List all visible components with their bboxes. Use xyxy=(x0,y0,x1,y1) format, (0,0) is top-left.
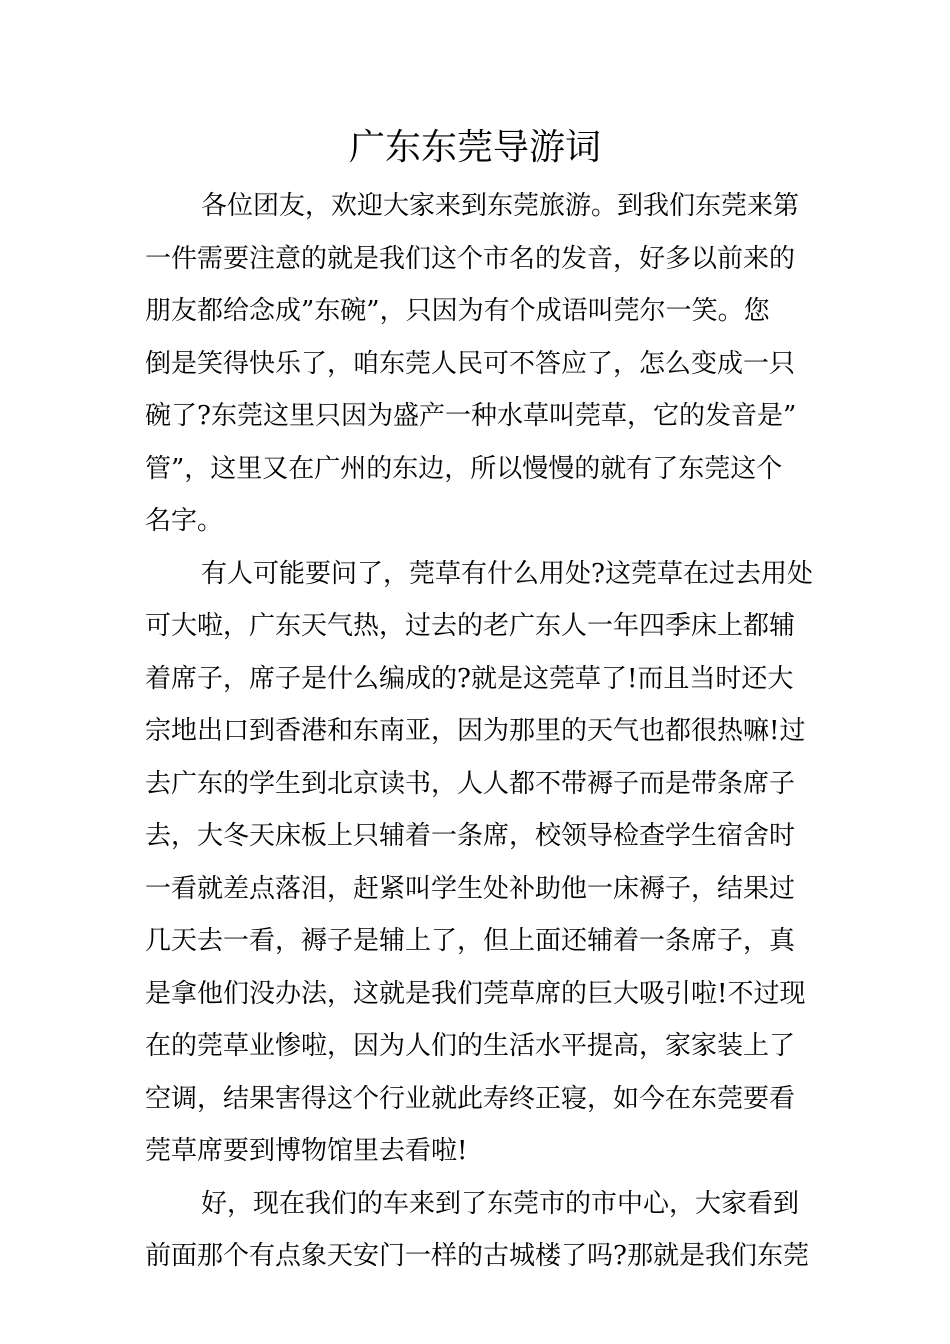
paragraph-line: 好，现在我们的车来到了东莞市的市中心，大家看到 xyxy=(201,1188,800,1219)
paragraph-1 xyxy=(145,180,810,548)
paragraph-line: 莞草席要到博物馆里去看啦! xyxy=(145,1136,468,1166)
paragraph-line: 几天去一看，褥子是辅上了，但上面还辅着一条席子，真 xyxy=(145,926,796,956)
paragraph-line: 各位团友，欢迎大家来到东莞旅游。到我们东莞来第 xyxy=(201,191,800,221)
paragraph-line: 一件需要注意的就是我们这个市名的发音，好多以前来的 xyxy=(145,243,796,274)
paragraph-line: 着席子，席子是什么编成的?就是这莞草了!而且当时还大 xyxy=(145,663,794,694)
paragraph-line: 朋友都给念成”东碗”，只因为有个成语叫莞尔一笑。您 xyxy=(145,296,770,326)
paragraph-line: 宗地出口到香港和东南亚，因为那里的天气也都很热嘛!过 xyxy=(145,716,806,746)
paragraph-line: 去广东的学生到北京读书，人人都不带褥子而是带条席子 xyxy=(145,768,796,799)
paragraph-line: 碗了?东莞这里只因为盛产一种水草叫莞草，它的发音是” xyxy=(145,401,797,431)
paragraph-line: 有人可能要问了，莞草有什么用处?这莞草在过去用处 xyxy=(201,558,813,589)
paragraph-line: 在的莞草业惨啦，因为人们的生活水平提高，家家装上了 xyxy=(145,1031,796,1061)
paragraph-line: 去，大冬天床板上只辅着一条席，校领导检查学生宿舍时 xyxy=(145,821,796,851)
document-body xyxy=(145,180,813,1283)
paragraph-line: 名字。 xyxy=(145,506,224,536)
paragraph-line: 可大啦，广东天气热，过去的老广东人一年四季床上都辅 xyxy=(145,611,796,641)
paragraph-line: 空调，结果害得这个行业就此寿终正寝，如今在东莞要看 xyxy=(145,1083,796,1114)
paragraph-line: 一看就差点落泪，赶紧叫学生处补助他一床褥子，结果过 xyxy=(145,873,796,904)
paragraph-line: 前面那个有点象天安门一样的古城楼了吗?那就是我们东莞 xyxy=(145,1241,809,1271)
paragraph-line: 倒是笑得快乐了，咱东莞人民可不答应了，怎么变成一只 xyxy=(145,348,796,379)
paragraph-3 xyxy=(145,1178,810,1283)
document-title: 广东东莞导游词 xyxy=(348,127,601,168)
paragraph-line: 管”，这里又在广州的东边，所以慢慢的就有了东莞这个 xyxy=(145,453,783,484)
paragraph-line: 是拿他们没办法，这就是我们莞草席的巨大吸引啦!不过现 xyxy=(145,978,806,1009)
paragraph-2 xyxy=(145,548,813,1178)
